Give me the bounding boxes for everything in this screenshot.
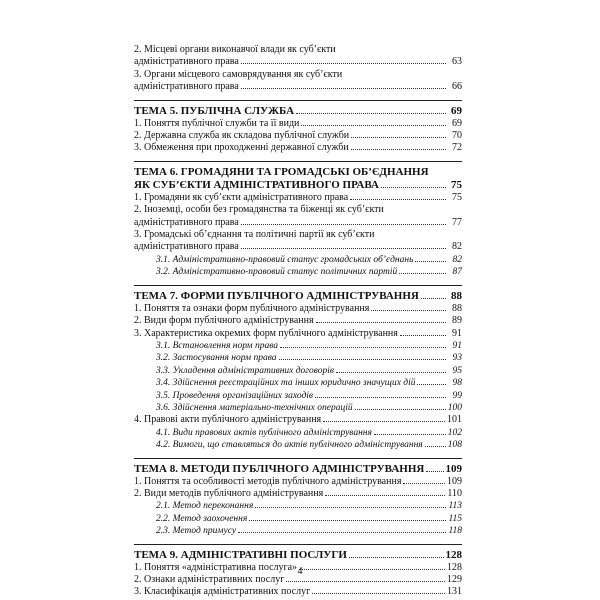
toc-entry-text: адміністративного права [134, 56, 239, 68]
section-divider [134, 161, 462, 162]
toc-entry-text: 3. Обмеження при проходженні державної служби [134, 142, 349, 154]
toc-entry-text: 4. Правові акти публічного адміністрування [134, 414, 322, 426]
toc-page-number: 129 [447, 574, 462, 585]
toc-page-number: 88 [451, 289, 462, 302]
toc-entry-text: 1. Поняття та особливості методів публічного адміністрування [134, 475, 402, 487]
dot-leader [286, 581, 445, 582]
dot-leader [238, 532, 446, 533]
toc-item [134, 118, 462, 130]
toc-page-number: 77 [452, 216, 462, 228]
toc-subitem [134, 254, 462, 266]
toc-entry-text: адміністративного права [134, 216, 239, 228]
dot-leader [417, 384, 446, 385]
toc-page-number: 69 [452, 117, 462, 129]
dot-leader [316, 322, 446, 323]
toc-page-number: 109 [447, 475, 462, 487]
dot-leader [374, 434, 446, 435]
toc-item [134, 229, 462, 241]
toc-item [134, 488, 462, 500]
toc-entry-text: 2. Місцеві органи виконавчої влади як суб’єкти [134, 44, 336, 55]
toc-item [134, 204, 462, 216]
toc-entry-text: адміністративного права [134, 241, 239, 253]
toc-page-number: 102 [447, 427, 462, 438]
toc-item [134, 303, 462, 315]
toc-entry-text: 1. Поняття публічної служби та її види [134, 117, 300, 129]
dot-leader [399, 273, 446, 274]
dot-leader [279, 359, 446, 360]
toc-entry-text: 1. Поняття та ознаки форм публічного адміністрування [134, 302, 370, 314]
toc-item [134, 81, 462, 93]
toc-theme-heading [134, 463, 462, 476]
toc-item [134, 586, 462, 598]
toc-entry-text: 1. Громадяни як суб’єкти адміністративного права [134, 191, 349, 203]
toc-entry-text: 3.6. Здійснення матеріально-технічних операцій [156, 402, 353, 413]
toc-page-number: 63 [452, 56, 462, 68]
toc-entry-text: 3. Класифікація адміністративних послуг [134, 586, 311, 598]
toc-item [134, 56, 462, 68]
toc-subitem [134, 427, 462, 439]
toc-page-number: 101 [447, 414, 462, 426]
toc-entry-text: 3.2. Застосування норм права [156, 353, 277, 364]
dot-leader [351, 149, 446, 150]
dot-leader [255, 507, 446, 508]
dot-leader [403, 483, 445, 484]
toc-item [134, 192, 462, 204]
toc-page-number: 95 [452, 365, 462, 376]
toc-page-number: 100 [447, 402, 462, 413]
dot-leader [371, 310, 446, 311]
toc-page-number: 87 [452, 267, 462, 278]
dot-leader [349, 557, 444, 558]
toc-item [134, 414, 462, 426]
toc-page-number: 91 [452, 340, 462, 351]
dot-leader [315, 397, 446, 398]
toc-page-number: 75 [451, 178, 462, 191]
toc-entry-text: 2. Види методів публічного адміністрування [134, 487, 324, 499]
dot-leader [241, 224, 446, 225]
dot-leader [301, 125, 446, 126]
section-divider [134, 285, 462, 286]
toc-entry-text: 4.1. Види правових актів публічного адміністрування [156, 427, 372, 438]
toc-page-number: 69 [451, 104, 462, 117]
toc-entry-text: 2. Іноземці, особи без громадянства та біженці як суб’єкти [134, 204, 384, 216]
toc-entry-text: 4.2. Вимоги, що ставляться до актів публічного адміністрування [156, 440, 423, 451]
dot-leader [249, 520, 446, 521]
toc-subitem [134, 266, 462, 278]
toc-page-number: 99 [452, 390, 462, 401]
dot-leader [312, 593, 445, 594]
dot-leader [323, 421, 445, 422]
table-of-contents [134, 44, 462, 599]
toc-item [134, 217, 462, 229]
dot-leader [241, 248, 446, 249]
toc-entry-text: 2. Види форм публічного адміністрування [134, 315, 314, 327]
toc-page-number: 82 [452, 241, 462, 253]
toc-entry-text: 3. Характеристика окремих форм публічного адміністрування [134, 327, 398, 339]
toc-subitem [134, 439, 462, 451]
toc-entry-text: 2.1. Метод переконання [156, 501, 254, 512]
toc-page-number: 75 [452, 191, 462, 203]
dot-leader [336, 372, 446, 373]
toc-page-number: 128 [445, 548, 462, 561]
toc-subitem [134, 340, 462, 352]
toc-entry-text: ЯК СУБ’ЄКТИ АДМІНІСТРАТИВНОГО ПРАВА [134, 178, 379, 191]
toc-entry-text: 3.2. Адміністративно-правовий статус політичних партій [156, 267, 398, 278]
toc-entry-text: ТЕМА 6. ГРОМАДЯНИ ТА ГРОМАДСЬКІ ОБ’ЄДНАННЯ [134, 165, 429, 178]
toc-entry-text: 3.1. Встановлення норм права [156, 340, 279, 351]
toc-entry-text: 3. Громадські об’єднання та політичні партії як суб’єкти [134, 229, 375, 241]
toc-subitem [134, 402, 462, 414]
toc-item [134, 130, 462, 142]
toc-entry-text: 2.3. Метод примусу [156, 526, 237, 537]
toc-theme-heading [134, 166, 462, 179]
toc-page-number: 70 [452, 130, 462, 142]
toc-page-number: 108 [447, 440, 462, 451]
toc-entry-text: 2.2. Метод заохочення [156, 513, 248, 524]
toc-page-number: 113 [448, 501, 462, 512]
page-number: 4 [297, 566, 303, 577]
toc-entry-text: ТЕМА 7. ФОРМИ ПУБЛІЧНОГО АДМІНІСТРУВАННЯ [134, 289, 419, 302]
toc-page-number: 91 [452, 327, 462, 339]
toc-item [134, 241, 462, 253]
section-divider [134, 100, 462, 101]
dot-leader [350, 199, 446, 200]
toc-item [134, 69, 462, 81]
toc-subitem [134, 513, 462, 525]
toc-page-number: 89 [452, 315, 462, 327]
toc-entry-text: 3.5. Проведення організаційних заходів [156, 390, 314, 401]
toc-entry-text: 2. Ознаки адміністративних послуг [134, 574, 285, 585]
toc-theme-heading [134, 105, 462, 118]
toc-page-number: 128 [447, 561, 462, 573]
dot-leader [400, 335, 446, 336]
toc-page-number: 93 [452, 353, 462, 364]
dot-leader [280, 347, 446, 348]
toc-page-number: 72 [452, 142, 462, 154]
dot-leader [241, 88, 446, 89]
toc-page-number: 131 [447, 586, 462, 598]
section-divider [134, 458, 462, 459]
toc-entry-text: 3. Органи місцевого самоврядування як суб’єкти [134, 68, 343, 80]
toc-page-number: 66 [452, 81, 462, 93]
dot-leader [421, 298, 446, 299]
toc-theme-heading [134, 290, 462, 303]
toc-subitem [134, 365, 462, 377]
toc-theme-heading [134, 179, 462, 192]
toc-entry-text: 1. Поняття «адміністративна послуга» [134, 561, 298, 573]
dot-leader [325, 495, 445, 496]
toc-page-number: 88 [452, 302, 462, 314]
toc-theme-heading [134, 549, 462, 562]
toc-entry-text: адміністративного права [134, 81, 239, 93]
dot-leader [415, 261, 446, 262]
toc-subitem [134, 352, 462, 364]
toc-page-number: 98 [452, 378, 462, 389]
dot-leader [351, 137, 446, 138]
toc-subitem [134, 500, 462, 512]
dot-leader [296, 113, 446, 114]
toc-entry-text: ТЕМА 8. МЕТОДИ ПУБЛІЧНОГО АДМІНІСТРУВАННЯ [134, 462, 425, 475]
toc-item [134, 476, 462, 488]
toc-entry-text: ТЕМА 5. ПУБЛІЧНА СЛУЖБА [134, 104, 295, 117]
toc-entry-text: 2. Державна служба як складова публічної служби [134, 130, 350, 142]
toc-page-number: 82 [452, 254, 462, 265]
toc-subitem [134, 377, 462, 389]
toc-page-number: 115 [448, 513, 462, 524]
toc-subitem [134, 525, 462, 537]
toc-entry-text: 3.3. Укладення адміністративних договорів [156, 365, 335, 376]
toc-item [134, 315, 462, 327]
toc-item [134, 44, 462, 56]
toc-item [134, 142, 462, 154]
dot-leader [355, 409, 446, 410]
toc-item [134, 328, 462, 340]
section-divider [134, 544, 462, 545]
toc-page-number: 110 [447, 487, 462, 499]
toc-entry-text: 3.4. Здійснення реєстраційних та інших юридично значущих дій [156, 378, 416, 389]
dot-leader [241, 63, 446, 64]
toc-subitem [134, 390, 462, 402]
toc-page-number: 118 [448, 526, 462, 537]
toc-entry-text: ТЕМА 9. АДМІНІСТРАТИВНІ ПОСЛУГИ [134, 548, 347, 561]
toc-page-number: 109 [445, 462, 462, 475]
dot-leader [425, 446, 446, 447]
toc-entry-text: 3.1. Адміністративно-правовий статус громадських об’єднань [156, 254, 414, 265]
dot-leader [426, 471, 443, 472]
dot-leader [381, 187, 446, 188]
